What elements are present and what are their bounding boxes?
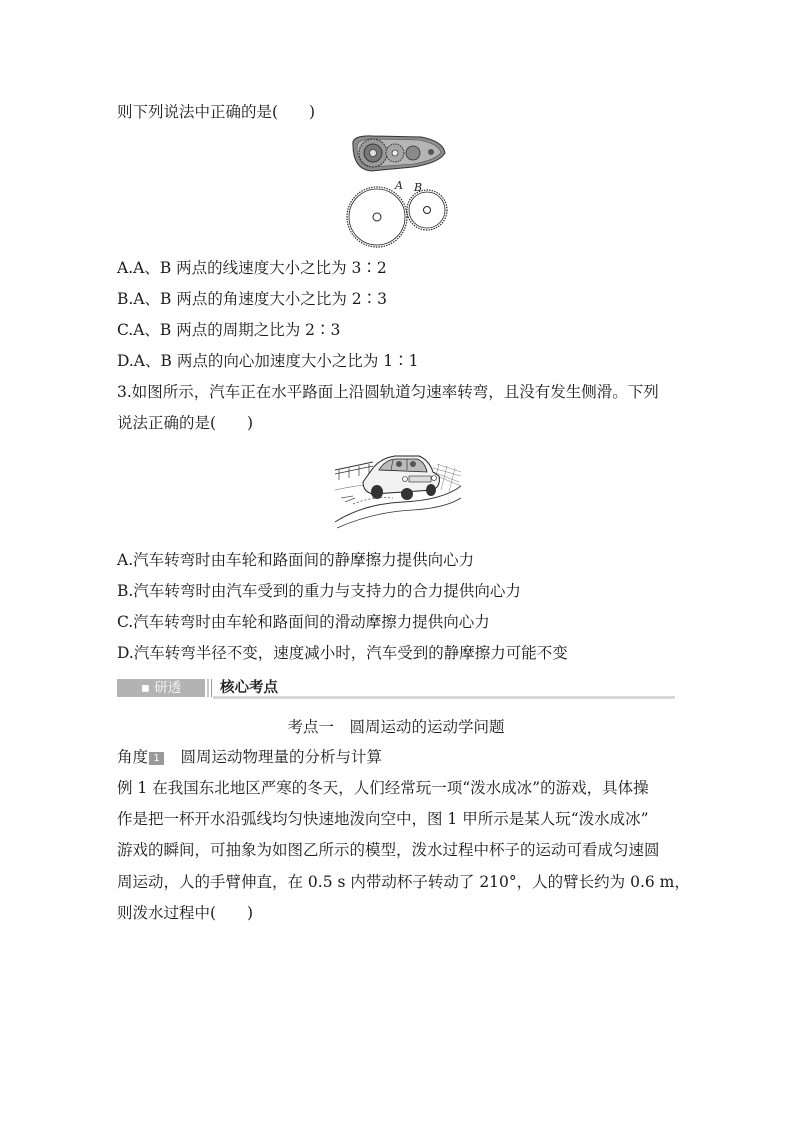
angle-subheading bbox=[117, 746, 382, 768]
question-3-stem-line2: 说法正确的是( ) bbox=[117, 414, 254, 432]
example-line-4: 周运动，人的手臂伸直，在 0.5 s 内带动杯子转动了 210°，人的臂长约为 0.6 m， bbox=[117, 873, 690, 891]
angle-number-badge: 1 bbox=[149, 752, 164, 765]
gear-figure bbox=[343, 133, 451, 251]
point-a-label: A bbox=[395, 179, 403, 192]
section-tag-box bbox=[117, 679, 205, 697]
question-2-option-d: D.A、B 两点的向心加速度大小之比为 1∶1 bbox=[117, 352, 419, 370]
angle-prefix: 角度 bbox=[117, 748, 149, 766]
section-banner bbox=[117, 677, 675, 699]
question-3-option-a: A.汽车转弯时由车轮和路面间的静摩擦力提供向心力 bbox=[117, 551, 475, 569]
topic-heading: 考点一 圆周运动的运动学问题 bbox=[287, 718, 505, 736]
section-tag: ▪ 研透 bbox=[140, 680, 182, 696]
example-line-2: 作是把一杯开水沿弧线均匀快速地泼向空中，图 1 甲所示是某人玩“泼水成冰” bbox=[117, 810, 649, 828]
banner-divider-thin bbox=[211, 679, 212, 697]
question-2-stem: 则下列说法中正确的是( ) bbox=[117, 103, 316, 121]
car-turning-figure bbox=[333, 446, 463, 530]
question-2-option-c: C.A、B 两点的周期之比为 2∶3 bbox=[117, 321, 341, 339]
banner-divider bbox=[207, 679, 209, 697]
angle-title: 圆周运动物理量的分析与计算 bbox=[165, 748, 383, 766]
question-3-option-d: D.汽车转弯半径不变，速度减小时，汽车受到的静摩擦力可能不变 bbox=[117, 644, 568, 662]
question-2-option-a: A.A、B 两点的线速度大小之比为 3∶2 bbox=[117, 259, 387, 277]
banner-underline bbox=[213, 696, 675, 699]
question-3-option-c: C.汽车转弯时由车轮和路面间的滑动摩擦力提供向心力 bbox=[117, 613, 490, 631]
example-line-3: 游戏的瞬间，可抽象为如图乙所示的模型，泼水过程中杯子的运动可看成匀速圆 bbox=[117, 841, 660, 859]
section-title: 核心考点 bbox=[220, 680, 278, 696]
point-b-label: B bbox=[414, 181, 423, 194]
question-3-option-b: B.汽车转弯时由汽车受到的重力与支持力的合力提供向心力 bbox=[117, 582, 521, 600]
question-3-stem-line1: 3.如图所示，汽车正在水平路面上沿圆轨道匀速率转弯，且没有发生侧滑。下列 bbox=[117, 383, 659, 401]
example-line-5: 则泼水过程中( ) bbox=[117, 904, 254, 922]
question-2-option-b: B.A、B 两点的角速度大小之比为 2∶3 bbox=[117, 290, 387, 308]
example-line-1: 例 1 在我国东北地区严寒的冬天，人们经常玩一项“泼水成冰”的游戏，具体操 bbox=[117, 779, 649, 797]
